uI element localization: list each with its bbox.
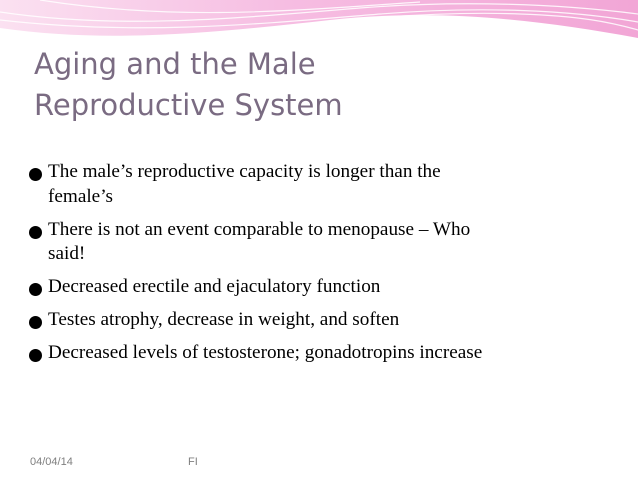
bullet-item	[26, 341, 626, 366]
bullet-text-continued: female’s	[48, 185, 113, 207]
footer-date: 04/04/14	[30, 456, 73, 468]
bullet-item	[26, 308, 626, 333]
bullet-text: Decreased levels of testosterone; gonadotropins increase	[48, 342, 483, 363]
bullet-text: Decreased erectile and ejaculatory function	[48, 276, 381, 297]
slide-title	[34, 44, 594, 126]
title-line-2: Reproductive System	[34, 88, 343, 122]
bullet-text: Testes atrophy, decrease in weight, and soften	[48, 309, 400, 330]
bullet-text: There is not an event comparable to menopause – Who	[48, 218, 471, 240]
bullet-text: The male’s reproductive capacity is longer than the	[48, 161, 441, 182]
footer-text: FI	[188, 456, 198, 468]
bullet-item	[26, 218, 626, 267]
filled-circle-icon	[28, 282, 43, 297]
bullet-item	[26, 160, 626, 209]
filled-circle-icon	[28, 167, 43, 182]
filled-circle-icon	[28, 315, 43, 330]
bullet-item	[26, 275, 626, 300]
bullet-text-continued: said!	[48, 243, 86, 264]
filled-circle-icon	[28, 348, 43, 363]
title-line-1: Aging and the Male	[34, 47, 316, 81]
filled-circle-icon	[28, 225, 43, 240]
bullet-list	[26, 160, 626, 374]
